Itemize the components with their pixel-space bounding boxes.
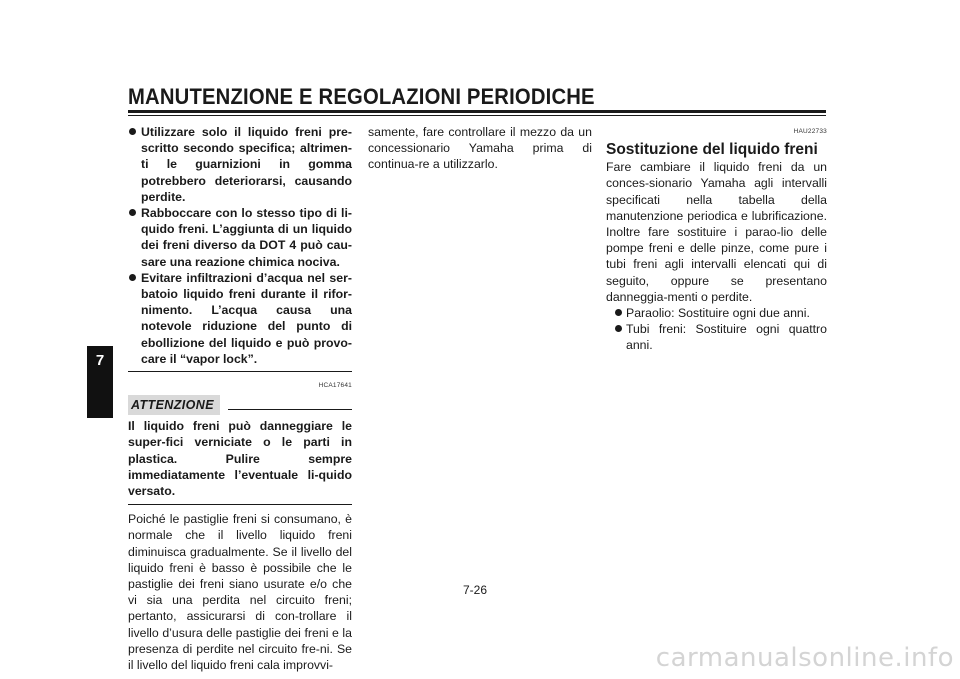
- column-left: [128, 124, 352, 673]
- column-middle: [368, 124, 592, 173]
- bullet-dot-icon: [129, 274, 136, 281]
- chapter-tab: [87, 346, 113, 418]
- bullet-dot-icon: [615, 309, 622, 316]
- caution-bullet-text: Utilizzare solo il liquido freni pre-scritto secondo specifica; altrimen-ti le guarnizioni in gomma potrebbero deteriorarsi, causando perdite.: [141, 125, 352, 204]
- attention-code: HCA17641: [318, 382, 352, 390]
- watermark-text: carmanualsonline.info: [655, 643, 954, 673]
- caution-bullet-text: Rabboccare con lo stesso tipo di li-quido freni. L’aggiunta di un liquido dei freni diverso da DOT 4 può cau-sare una reazione chimica nociva.: [141, 206, 352, 269]
- attention-heading-rule: [228, 409, 352, 410]
- continued-paragraph: samente, fare controllare il mezzo da un concessionario Yamaha prima di continua-re a utilizzarlo.: [368, 125, 592, 172]
- caution-bullet-text: Evitare infiltrazioni d’acqua nel ser-batoio liquido freni durante il rifor-nimento. L’acqua causa una notevole riduzione del punto di ebollizione del liquido e può provo-care il “vapor lock”.: [141, 270, 352, 366]
- caution-bullet: [128, 124, 352, 205]
- bullet-dot-icon: [129, 128, 136, 135]
- section-paragraph: Fare cambiare il liquido freni da un conces-sionario Yamaha agli intervalli specificati nella tabella della manutenzione periodica e lubrificazione. Inoltre fare sostituire i parao-lio delle pompe freni e delle pinze, come pure i tubi freni agli intervalli elencati qui di seguito, oppure se presentano danneggia-menti o perdite.: [606, 160, 827, 304]
- attention-text: Il liquido freni può danneggiare le super-fici verniciate o le parti in plastica. Pulire sempre immediatamente l’eventuale li-quido versato.: [128, 419, 352, 499]
- brake-pad-paragraph: Poiché le pastiglie freni si consumano, è normale che il livello liquido freni diminuisca gradualmente. Se il livello del liquido freni è basso è possibile che le pastiglie dei freni siano usurate e/o che vi sia una perdita nel circuito freni; pertanto, assicurarsi di con-trollare il livello d’usura delle pastiglie dei freni e la presenza di perdite nel circuito fre-ni. Se il livello del liquido freni cala improvvi-: [128, 512, 352, 673]
- list-item: [606, 305, 827, 321]
- section-title: Sostituzione del liquido freni: [606, 141, 818, 159]
- bullet-dot-icon: [129, 209, 136, 216]
- list-item-text: Tubi freni: Sostituire ogni quattro anni.: [626, 322, 827, 353]
- caution-bullet: [128, 270, 352, 367]
- caution-end-rule: [128, 371, 352, 372]
- column-right: [606, 124, 827, 354]
- chapter-number: 7: [95, 352, 105, 369]
- page-number: 7-26: [463, 583, 488, 597]
- header-rule: [128, 110, 826, 113]
- attention-label: ATTENZIONE: [128, 395, 220, 415]
- list-item-text: Paraolio: Sostituire ogni due anni.: [626, 306, 810, 321]
- section-code: HAU22733: [793, 128, 827, 135]
- list-item: [606, 321, 827, 353]
- attention-heading: [128, 395, 352, 415]
- caution-bullet: [128, 205, 352, 270]
- header-rule-thin: [128, 115, 826, 116]
- attention-end-rule: [128, 504, 352, 505]
- page-header-title: MANUTENZIONE E REGOLAZIONI PERIODICHE: [128, 84, 595, 109]
- bullet-dot-icon: [615, 325, 622, 332]
